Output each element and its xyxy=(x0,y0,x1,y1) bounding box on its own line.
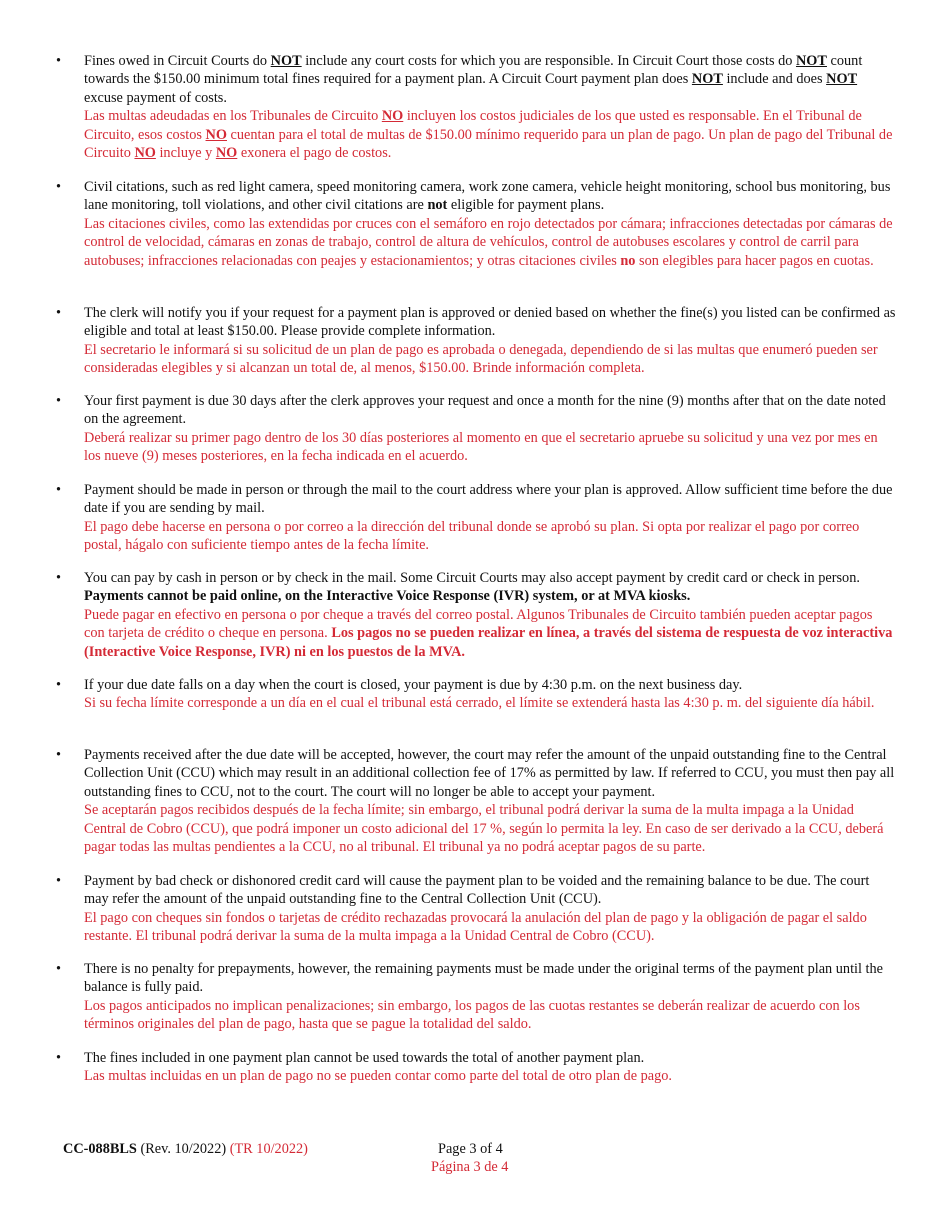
list-item xyxy=(56,746,896,856)
bullet: • xyxy=(56,961,62,977)
bullet: • xyxy=(56,482,62,498)
english-text: Payment by bad check or dishonored credit card will cause the payment plan to be voided and the remaining balance to be due. The court may refer the amount of the unpaid outstanding fine to the Central Collection Unit (CCU). xyxy=(84,873,870,908)
bullet: • xyxy=(56,747,62,763)
list-item xyxy=(56,1049,896,1086)
list-item xyxy=(56,178,896,270)
english-text: If your due date falls on a day when the court is closed, your payment is due by 4:30 p.m. on the next business day. xyxy=(84,677,743,693)
bullet: • xyxy=(56,53,62,69)
list-item xyxy=(56,960,896,1034)
page-number-spanish: Página 3 de 4 xyxy=(431,1159,509,1175)
spanish-text: El pago con cheques sin fondos o tarjetas de crédito rechazadas provocará la anulación del plan de pago y la obligación de pagar el saldo restante. El tribunal podrá derivar la suma de la multa impaga a la Unidad Central de Cobro (CCU). xyxy=(84,909,867,945)
spanish-text: Se aceptarán pagos recibidos después de la fecha límite; sin embargo, el tribunal podrá derivar la suma de la multa impaga a la Unidad Central de Cobro (CCU), que podrá imponer un costo adicional del 17 %, según lo permita la ley. En caso de ser derivado a la CCU, deberá pagar todas las multas pendientes a la CCU, no al tribunal. El tribunal ya no podrá aceptar pagos de su parte. xyxy=(84,802,884,856)
english-text: There is no penalty for prepayments, however, the remaining payments must be made under the original terms of the payment plan until the balance is fully paid. xyxy=(84,961,884,996)
form-number: CC-088BLS xyxy=(63,1141,137,1157)
english-text: Your first payment is due 30 days after the clerk approves your request and once a month for the nine (9) months after that on the date noted on the agreement. xyxy=(84,393,886,428)
spanish-text: El secretario le informará si su solicitud de un plan de pago es aprobada o denegada, dependiendo de si las multas que enumeró pueden ser consideradas elegibles y si alcanzan un total de, al menos, $150.00. Brinde información completa. xyxy=(84,341,878,377)
list-item xyxy=(56,676,896,713)
spanish-text: Puede pagar en efectivo en persona o por cheque a través del correo postal. Algunos Tribunales de Circuito también pueden aceptar pagos con tarjeta de crédito o cheque en persona. Los pagos no se pueden realizar en línea, a través del sistema de respuesta de voz interactiva (Interactive Voice Response, IVR) ni en los puestos de la MVA. xyxy=(84,606,893,660)
english-text: You can pay by cash in person or by check in the mail. Some Circuit Courts may also accept payment by credit card or check in person. Payments cannot be paid online, on the Interactive Voice Response (IVR) system, or at MVA kiosks. xyxy=(84,570,860,605)
form-id xyxy=(63,1140,308,1158)
english-text: Fines owed in Circuit Courts do NOT include any court costs for which you are responsible. In Circuit Court those costs do NOT count towards the $150.00 minimum total fines required for a payment plan. A Circuit Court payment plan does NOT include and does NOT excuse payment of costs. xyxy=(84,53,863,106)
list-item xyxy=(56,392,896,466)
english-text: The fines included in one payment plan cannot be used towards the total of another payment plan. xyxy=(84,1050,645,1066)
translation-revision: (TR 10/2022) xyxy=(229,1141,308,1157)
list-item xyxy=(56,52,896,162)
spanish-text: Deberá realizar su primer pago dentro de los 30 días posteriores al momento en que el secretario apruebe su solicitud y una vez por mes en los nueve (9) meses posteriores, en la fecha indicada en el acuerdo. xyxy=(84,429,878,465)
bullet: • xyxy=(56,305,62,321)
page-number: Page 3 of 4 xyxy=(438,1141,503,1157)
english-text: Payment should be made in person or through the mail to the court address where your plan is approved. Allow sufficient time before the due date if you are sending by mail. xyxy=(84,482,893,517)
spanish-text: Las citaciones civiles, como las extendidas por cruces con el semáforo en rojo detectados por cámara; infracciones detectadas por cámaras de control de velocidad, cámaras en zonas de trabajo, control de altura de vehículos, control de autobuses escolares y control de carril para autobuses; infracciones relacionadas con peajes y estacionamientos; y otras citaciones civiles no son elegibles para hacer pagos en cuotas. xyxy=(84,215,893,269)
form-revision: (Rev. 10/2022) xyxy=(140,1141,227,1157)
spanish-text: Los pagos anticipados no implican penalizaciones; sin embargo, los pagos de las cuotas restantes se deberán realizar de acuerdo con los términos originales del plan de pago, hasta que se pague la totalidad del saldo. xyxy=(84,997,860,1033)
english-text: Civil citations, such as red light camera, speed monitoring camera, work zone camera, vehicle height monitoring, school bus monitoring, bus lane monitoring, toll violations, and other civil citations are not eligible for payment plans. xyxy=(84,179,891,214)
bullet: • xyxy=(56,1050,62,1066)
spanish-text: Las multas adeudadas en los Tribunales de Circuito NO incluyen los costos judiciales de los que usted es responsable. En el Tribunal de Circuito, esos costos NO cuentan para el total de multas de $150.00 mínimo requerido para un plan de pago. Un plan de pago del Tribunal de Circuito NO incluye y NO exonera el pago de costos. xyxy=(84,108,893,162)
bullet: • xyxy=(56,677,62,693)
list-item xyxy=(56,569,896,661)
list-item xyxy=(56,872,896,946)
bullet: • xyxy=(56,179,62,195)
spanish-text: Las multas incluidas en un plan de pago no se pueden contar como parte del total de otro plan de pago. xyxy=(84,1068,672,1085)
english-text: Payments received after the due date will be accepted, however, the court may refer the amount of the unpaid outstanding fine to the Central Collection Unit (CCU) which may result in an additional collection fee of 17% as permitted by law. If referred to CCU, you must then pay all outstanding fines to CCU, not to the court. The court will no longer be able to accept your payment. xyxy=(84,747,895,800)
spanish-text: Si su fecha límite corresponde a un día en el cual el tribunal está cerrado, el límite se extenderá hasta las 4:30 p. m. del siguiente día hábil. xyxy=(84,695,875,712)
bullet: • xyxy=(56,873,62,889)
bullet: • xyxy=(56,570,62,586)
bullet: • xyxy=(56,393,62,409)
list-item xyxy=(56,481,896,555)
list-item xyxy=(56,304,896,378)
spanish-text: El pago debe hacerse en persona o por correo a la dirección del tribunal donde se aprobó su plan. Si opta por realizar el pago por correo postal, hágalo con suficiente tiempo antes de la fecha límite. xyxy=(84,518,860,554)
english-text: The clerk will notify you if your request for a payment plan is approved or denied based on whether the fine(s) you listed can be confirmed as eligible and total at least $150.00. Please provide complete information. xyxy=(84,305,896,340)
